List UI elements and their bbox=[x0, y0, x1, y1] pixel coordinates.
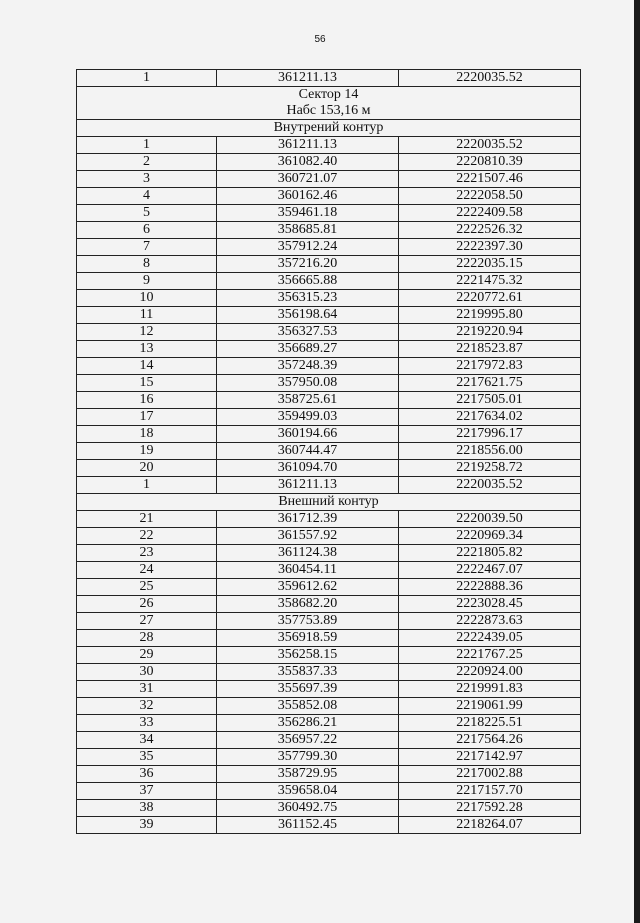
table-row bbox=[77, 511, 581, 528]
coordinate-x: 360454.11 bbox=[217, 562, 399, 579]
table-row bbox=[77, 307, 581, 324]
coordinate-x: 357216.20 bbox=[217, 256, 399, 273]
table-row bbox=[77, 70, 581, 87]
table-row bbox=[77, 647, 581, 664]
point-number: 2 bbox=[77, 154, 217, 171]
coordinate-x: 356918.59 bbox=[217, 630, 399, 647]
coordinate-y: 2217621.75 bbox=[399, 375, 581, 392]
coordinate-x: 358685.81 bbox=[217, 222, 399, 239]
point-number: 1 bbox=[77, 477, 217, 494]
coordinate-y: 2218264.07 bbox=[399, 817, 581, 834]
point-number: 23 bbox=[77, 545, 217, 562]
table-row bbox=[77, 171, 581, 188]
inner-contour-header-row bbox=[77, 120, 581, 137]
point-number: 1 bbox=[77, 137, 217, 154]
coordinate-x: 357248.39 bbox=[217, 358, 399, 375]
point-number: 38 bbox=[77, 800, 217, 817]
coordinate-x: 361557.92 bbox=[217, 528, 399, 545]
table-row bbox=[77, 681, 581, 698]
table-row bbox=[77, 409, 581, 426]
coordinate-y: 2219220.94 bbox=[399, 324, 581, 341]
coordinate-y: 2218225.51 bbox=[399, 715, 581, 732]
coordinate-y: 2219995.80 bbox=[399, 307, 581, 324]
coordinate-x: 356258.15 bbox=[217, 647, 399, 664]
coordinate-y: 2222058.50 bbox=[399, 188, 581, 205]
coordinate-y: 2220035.52 bbox=[399, 477, 581, 494]
coordinate-y: 2222035.15 bbox=[399, 256, 581, 273]
point-number: 32 bbox=[77, 698, 217, 715]
point-number: 9 bbox=[77, 273, 217, 290]
coordinate-y: 2220810.39 bbox=[399, 154, 581, 171]
point-number: 31 bbox=[77, 681, 217, 698]
coordinate-y: 2221767.25 bbox=[399, 647, 581, 664]
point-number: 35 bbox=[77, 749, 217, 766]
table-row bbox=[77, 528, 581, 545]
point-number: 24 bbox=[77, 562, 217, 579]
coordinate-y: 2217972.83 bbox=[399, 358, 581, 375]
table-row bbox=[77, 222, 581, 239]
point-number: 20 bbox=[77, 460, 217, 477]
table-row bbox=[77, 545, 581, 562]
sector-header-row bbox=[77, 87, 581, 120]
table-row bbox=[77, 630, 581, 647]
point-number: 15 bbox=[77, 375, 217, 392]
table-row bbox=[77, 783, 581, 800]
coordinate-x: 361712.39 bbox=[217, 511, 399, 528]
table-row bbox=[77, 749, 581, 766]
coordinate-x: 360721.07 bbox=[217, 171, 399, 188]
scan-edge bbox=[634, 0, 640, 923]
coordinate-y: 2220924.00 bbox=[399, 664, 581, 681]
point-number: 36 bbox=[77, 766, 217, 783]
coordinate-x: 358682.20 bbox=[217, 596, 399, 613]
outer-contour-header-row bbox=[77, 494, 581, 511]
table-row bbox=[77, 800, 581, 817]
coordinate-x: 360162.46 bbox=[217, 188, 399, 205]
sector-height: Набс 153,16 м bbox=[286, 103, 371, 118]
coordinate-x: 357753.89 bbox=[217, 613, 399, 630]
table-row bbox=[77, 256, 581, 273]
point-number: 1 bbox=[77, 70, 217, 87]
coordinate-y: 2222409.58 bbox=[399, 205, 581, 222]
table-row bbox=[77, 596, 581, 613]
coordinate-x: 356286.21 bbox=[217, 715, 399, 732]
coordinate-x: 356315.23 bbox=[217, 290, 399, 307]
table-row bbox=[77, 273, 581, 290]
coordinate-y: 2217142.97 bbox=[399, 749, 581, 766]
coordinate-x: 361124.38 bbox=[217, 545, 399, 562]
table-row bbox=[77, 715, 581, 732]
point-number: 16 bbox=[77, 392, 217, 409]
coordinate-y: 2221475.32 bbox=[399, 273, 581, 290]
point-number: 19 bbox=[77, 443, 217, 460]
coordinate-y: 2222397.30 bbox=[399, 239, 581, 256]
point-number: 3 bbox=[77, 171, 217, 188]
coordinate-x: 361152.45 bbox=[217, 817, 399, 834]
coordinate-x: 360194.66 bbox=[217, 426, 399, 443]
coordinate-y: 2220772.61 bbox=[399, 290, 581, 307]
point-number: 39 bbox=[77, 817, 217, 834]
sector-name: Сектор 14 bbox=[298, 87, 359, 102]
coordinate-x: 355837.33 bbox=[217, 664, 399, 681]
table-row bbox=[77, 188, 581, 205]
coordinate-x: 356689.27 bbox=[217, 341, 399, 358]
table-row bbox=[77, 392, 581, 409]
coordinate-x: 358725.61 bbox=[217, 392, 399, 409]
coordinate-y: 2219258.72 bbox=[399, 460, 581, 477]
table-row bbox=[77, 205, 581, 222]
table-row bbox=[77, 358, 581, 375]
point-number: 17 bbox=[77, 409, 217, 426]
point-number: 25 bbox=[77, 579, 217, 596]
page-number: 56 bbox=[314, 34, 326, 45]
coordinate-y: 2219991.83 bbox=[399, 681, 581, 698]
coordinate-x: 356327.53 bbox=[217, 324, 399, 341]
point-number: 21 bbox=[77, 511, 217, 528]
table-row bbox=[77, 443, 581, 460]
table-row bbox=[77, 579, 581, 596]
coordinate-y: 2217634.02 bbox=[399, 409, 581, 426]
table-row bbox=[77, 290, 581, 307]
point-number: 37 bbox=[77, 783, 217, 800]
coordinate-x: 357912.24 bbox=[217, 239, 399, 256]
coordinate-y: 2221507.46 bbox=[399, 171, 581, 188]
coordinate-y: 2222526.32 bbox=[399, 222, 581, 239]
coordinate-x: 358729.95 bbox=[217, 766, 399, 783]
coordinate-y: 2222439.05 bbox=[399, 630, 581, 647]
coordinate-x: 361211.13 bbox=[217, 137, 399, 154]
coordinate-x: 359612.62 bbox=[217, 579, 399, 596]
point-number: 18 bbox=[77, 426, 217, 443]
point-number: 5 bbox=[77, 205, 217, 222]
coordinate-x: 359658.04 bbox=[217, 783, 399, 800]
coordinate-y: 2219061.99 bbox=[399, 698, 581, 715]
coordinate-y: 2221805.82 bbox=[399, 545, 581, 562]
coordinate-x: 359499.03 bbox=[217, 409, 399, 426]
table-row bbox=[77, 137, 581, 154]
sector-title bbox=[77, 87, 581, 120]
coordinate-y: 2217002.88 bbox=[399, 766, 581, 783]
point-number: 11 bbox=[77, 307, 217, 324]
coordinate-x: 355697.39 bbox=[217, 681, 399, 698]
coordinate-y: 2218523.87 bbox=[399, 341, 581, 358]
coordinate-y: 2220039.50 bbox=[399, 511, 581, 528]
table-row bbox=[77, 341, 581, 358]
coordinate-x: 361211.13 bbox=[217, 477, 399, 494]
point-number: 30 bbox=[77, 664, 217, 681]
table-row bbox=[77, 613, 581, 630]
table-row bbox=[77, 324, 581, 341]
coordinate-y: 2217564.26 bbox=[399, 732, 581, 749]
coordinate-y: 2222873.63 bbox=[399, 613, 581, 630]
point-number: 27 bbox=[77, 613, 217, 630]
inner-contour-title: Внутрений контур bbox=[77, 120, 581, 137]
coordinate-y: 2223028.45 bbox=[399, 596, 581, 613]
table-row bbox=[77, 477, 581, 494]
point-number: 4 bbox=[77, 188, 217, 205]
coordinate-x: 360744.47 bbox=[217, 443, 399, 460]
coordinate-x: 355852.08 bbox=[217, 698, 399, 715]
coordinate-y: 2217157.70 bbox=[399, 783, 581, 800]
coordinate-x: 361094.70 bbox=[217, 460, 399, 477]
coordinate-y: 2222888.36 bbox=[399, 579, 581, 596]
coordinate-y: 2217505.01 bbox=[399, 392, 581, 409]
coordinate-y: 2220969.34 bbox=[399, 528, 581, 545]
point-number: 33 bbox=[77, 715, 217, 732]
coordinate-x: 356665.88 bbox=[217, 273, 399, 290]
point-number: 13 bbox=[77, 341, 217, 358]
coordinate-x: 357799.30 bbox=[217, 749, 399, 766]
coordinate-x: 357950.08 bbox=[217, 375, 399, 392]
coordinates-table-body bbox=[77, 70, 581, 834]
coordinate-y: 2217996.17 bbox=[399, 426, 581, 443]
coordinate-x: 356957.22 bbox=[217, 732, 399, 749]
table-row bbox=[77, 562, 581, 579]
coordinate-y: 2220035.52 bbox=[399, 137, 581, 154]
point-number: 29 bbox=[77, 647, 217, 664]
table-row bbox=[77, 239, 581, 256]
point-number: 7 bbox=[77, 239, 217, 256]
coordinate-y: 2222467.07 bbox=[399, 562, 581, 579]
coordinate-x: 361211.13 bbox=[217, 70, 399, 87]
point-number: 34 bbox=[77, 732, 217, 749]
table-row bbox=[77, 732, 581, 749]
coordinate-y: 2217592.28 bbox=[399, 800, 581, 817]
point-number: 14 bbox=[77, 358, 217, 375]
table-row bbox=[77, 817, 581, 834]
coordinate-x: 361082.40 bbox=[217, 154, 399, 171]
outer-contour-title: Внешний контур bbox=[77, 494, 581, 511]
table-row bbox=[77, 460, 581, 477]
point-number: 22 bbox=[77, 528, 217, 545]
table-row bbox=[77, 664, 581, 681]
point-number: 26 bbox=[77, 596, 217, 613]
point-number: 6 bbox=[77, 222, 217, 239]
coordinates-table bbox=[76, 69, 581, 834]
point-number: 12 bbox=[77, 324, 217, 341]
table-row bbox=[77, 154, 581, 171]
coordinate-x: 359461.18 bbox=[217, 205, 399, 222]
table-row bbox=[77, 426, 581, 443]
coordinate-y: 2218556.00 bbox=[399, 443, 581, 460]
point-number: 8 bbox=[77, 256, 217, 273]
table-row bbox=[77, 375, 581, 392]
table-row bbox=[77, 698, 581, 715]
point-number: 28 bbox=[77, 630, 217, 647]
table-row bbox=[77, 766, 581, 783]
point-number: 10 bbox=[77, 290, 217, 307]
coordinate-x: 356198.64 bbox=[217, 307, 399, 324]
coordinate-x: 360492.75 bbox=[217, 800, 399, 817]
coordinate-y: 2220035.52 bbox=[399, 70, 581, 87]
